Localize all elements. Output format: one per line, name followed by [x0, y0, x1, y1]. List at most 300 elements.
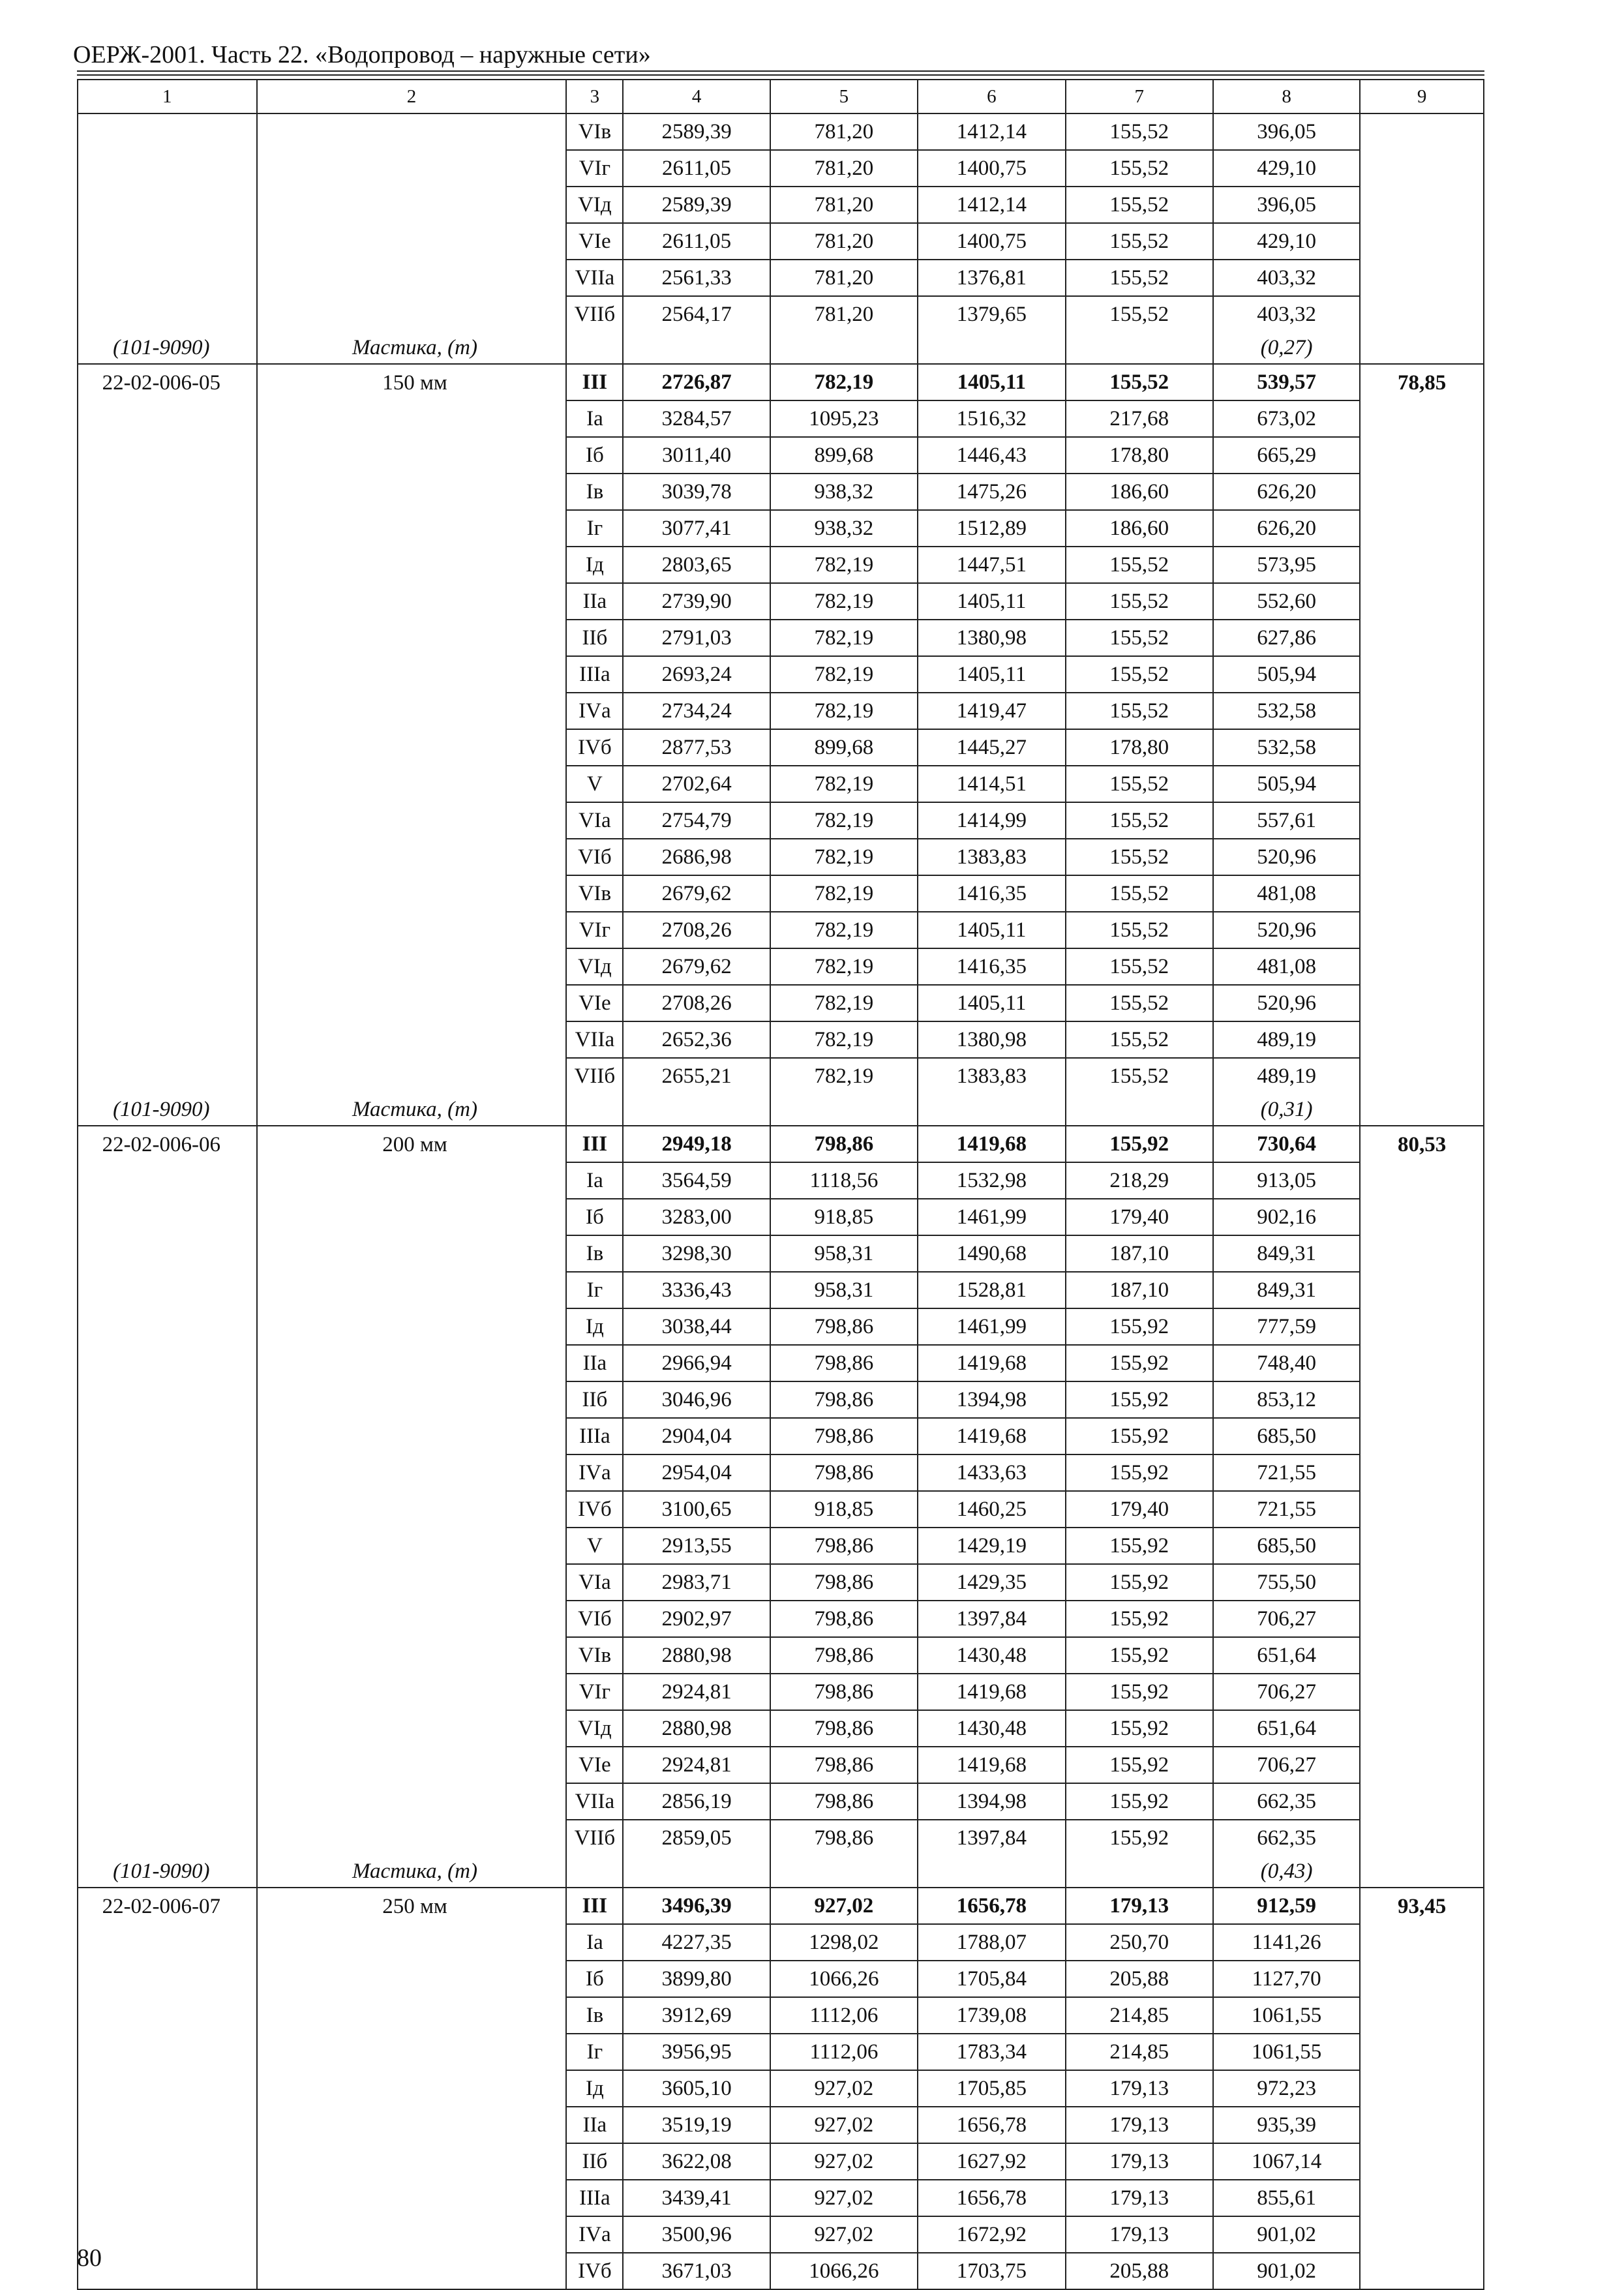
cell-col-5: 927,02 — [770, 1888, 918, 1924]
cell-col-3: IVб — [566, 729, 623, 766]
cell-col-5 — [770, 332, 918, 364]
table-row — [78, 2070, 1484, 2107]
cell-col-2 — [257, 1418, 567, 1454]
cell-col-6: 1446,43 — [918, 437, 1065, 474]
table-row — [78, 948, 1484, 985]
cell-col-4: 3283,00 — [623, 1199, 770, 1235]
cell-col-6: 1405,11 — [918, 656, 1065, 693]
cell-col-3: VIг — [566, 150, 623, 187]
table-row-main — [78, 1888, 1484, 1924]
cell-col-8: 532,58 — [1213, 693, 1360, 729]
cell-col-9 — [1360, 474, 1484, 510]
cell-col-5: 782,19 — [770, 1021, 918, 1058]
cell-col-1 — [78, 1021, 257, 1058]
cell-col-2 — [257, 150, 567, 187]
table-row — [78, 260, 1484, 296]
cell-col-1 — [78, 656, 257, 693]
cell-col-6 — [918, 332, 1065, 364]
cell-col-7: 155,52 — [1066, 766, 1213, 802]
cell-col-1 — [78, 693, 257, 729]
cell-col-2 — [257, 620, 567, 656]
cell-col-8: 1141,26 — [1213, 1924, 1360, 1961]
cell-col-6: 1419,68 — [918, 1126, 1065, 1162]
cell-col-5: 782,19 — [770, 802, 918, 839]
cell-col-4: 2856,19 — [623, 1783, 770, 1820]
cell-col-2 — [257, 1528, 567, 1564]
cell-col-5: 1118,56 — [770, 1162, 918, 1199]
cell-col-1: (101-9090) — [78, 1094, 257, 1126]
cell-col-5: 781,20 — [770, 223, 918, 260]
cell-col-3 — [566, 1856, 623, 1888]
table-row — [78, 400, 1484, 437]
cell-col-2: Мастика, (т) — [257, 1856, 567, 1888]
cell-col-1 — [78, 2180, 257, 2216]
cell-col-8: 901,02 — [1213, 2253, 1360, 2289]
cell-col-6: 1380,98 — [918, 1021, 1065, 1058]
cell-col-1 — [78, 1820, 257, 1856]
cell-col-9 — [1360, 1199, 1484, 1235]
cell-col-5: 798,86 — [770, 1637, 918, 1674]
cell-col-2 — [257, 802, 567, 839]
cell-col-1 — [78, 2107, 257, 2143]
cell-col-4: 3496,39 — [623, 1888, 770, 1924]
cell-col-3: VIIб — [566, 1058, 623, 1094]
cell-col-9 — [1360, 1162, 1484, 1199]
cell-col-9 — [1360, 187, 1484, 223]
cell-col-9 — [1360, 1747, 1484, 1783]
cell-col-6: 1430,48 — [918, 1637, 1065, 1674]
cell-col-1: 22-02-006-05 — [78, 364, 257, 400]
cell-col-7: 155,92 — [1066, 1637, 1213, 1674]
cell-col-1 — [78, 620, 257, 656]
table-row — [78, 1710, 1484, 1747]
cell-col-3 — [566, 332, 623, 364]
cell-col-7: 155,52 — [1066, 839, 1213, 875]
cell-col-9 — [1360, 223, 1484, 260]
cell-col-8: 662,35 — [1213, 1783, 1360, 1820]
cell-col-3: VIв — [566, 875, 623, 912]
cell-col-6: 1739,08 — [918, 1997, 1065, 2034]
cell-col-5 — [770, 1856, 918, 1888]
cell-col-3: IVа — [566, 1454, 623, 1491]
cell-col-7: 155,52 — [1066, 364, 1213, 400]
cell-col-8: 396,05 — [1213, 187, 1360, 223]
cell-col-7: 155,92 — [1066, 1820, 1213, 1856]
cell-col-1 — [78, 2070, 257, 2107]
cell-col-1: (101-9090) — [78, 332, 257, 364]
cell-col-1 — [78, 985, 257, 1021]
cell-col-3: IVб — [566, 1491, 623, 1528]
cell-col-8: 429,10 — [1213, 223, 1360, 260]
table-row — [78, 113, 1484, 150]
cell-col-4: 2679,62 — [623, 875, 770, 912]
cell-col-3: IIIа — [566, 2180, 623, 2216]
cell-col-7: 178,80 — [1066, 437, 1213, 474]
cell-col-9 — [1360, 2034, 1484, 2070]
cell-col-1 — [78, 1637, 257, 1674]
cell-col-4: 2589,39 — [623, 113, 770, 150]
cell-col-5: 798,86 — [770, 1747, 918, 1783]
cell-col-8: 396,05 — [1213, 113, 1360, 150]
cell-col-8: 972,23 — [1213, 2070, 1360, 2107]
cell-col-9 — [1360, 693, 1484, 729]
cell-col-6: 1419,68 — [918, 1747, 1065, 1783]
cell-col-9 — [1360, 2070, 1484, 2107]
cell-col-3: VIе — [566, 985, 623, 1021]
cell-col-4: 3039,78 — [623, 474, 770, 510]
cell-col-4: 2686,98 — [623, 839, 770, 875]
cell-col-6: 1419,68 — [918, 1345, 1065, 1381]
cell-col-3: IIб — [566, 2143, 623, 2180]
cell-col-5: 781,20 — [770, 296, 918, 332]
cell-col-3: IIIа — [566, 1418, 623, 1454]
cell-col-8: 505,94 — [1213, 766, 1360, 802]
table-row — [78, 187, 1484, 223]
cell-col-8: 730,64 — [1213, 1126, 1360, 1162]
table-row-mastic — [78, 1856, 1484, 1888]
table-row — [78, 729, 1484, 766]
cell-col-6: 1419,68 — [918, 1674, 1065, 1710]
cell-col-6: 1429,19 — [918, 1528, 1065, 1564]
cell-col-8: 855,61 — [1213, 2180, 1360, 2216]
cell-col-2: 250 мм — [257, 1888, 567, 1924]
cell-col-2 — [257, 1491, 567, 1528]
cell-col-2 — [257, 547, 567, 583]
cell-col-1 — [78, 1747, 257, 1783]
cell-col-8: 913,05 — [1213, 1162, 1360, 1199]
cell-col-9 — [1360, 1637, 1484, 1674]
cell-col-4: 3605,10 — [623, 2070, 770, 2107]
cell-col-2 — [257, 1747, 567, 1783]
cell-col-1 — [78, 1674, 257, 1710]
cell-col-9 — [1360, 583, 1484, 620]
cell-col-7 — [1066, 332, 1213, 364]
cell-col-1 — [78, 2216, 257, 2253]
column-number: 6 — [918, 80, 1065, 113]
cell-col-3: VIIб — [566, 1820, 623, 1856]
cell-col-6: 1703,75 — [918, 2253, 1065, 2289]
cell-col-3: Iг — [566, 2034, 623, 2070]
cell-col-5: 781,20 — [770, 260, 918, 296]
cell-col-1 — [78, 547, 257, 583]
cell-col-6: 1405,11 — [918, 912, 1065, 948]
cell-col-9 — [1360, 296, 1484, 332]
cell-col-2 — [257, 2216, 567, 2253]
table-row — [78, 839, 1484, 875]
cell-col-2 — [257, 2034, 567, 2070]
cell-col-4: 2924,81 — [623, 1747, 770, 1783]
cell-col-9 — [1360, 620, 1484, 656]
cell-col-4: 2589,39 — [623, 187, 770, 223]
cell-col-6: 1627,92 — [918, 2143, 1065, 2180]
cell-col-8: 1061,55 — [1213, 2034, 1360, 2070]
cell-col-6: 1705,85 — [918, 2070, 1065, 2107]
table-row — [78, 985, 1484, 1021]
cell-col-2 — [257, 2070, 567, 2107]
cell-col-8: 489,19 — [1213, 1021, 1360, 1058]
cell-col-5: 782,19 — [770, 766, 918, 802]
cell-col-9 — [1360, 766, 1484, 802]
cell-col-1 — [78, 875, 257, 912]
cell-col-5: 798,86 — [770, 1345, 918, 1381]
cell-col-3: Iв — [566, 1235, 623, 1272]
cell-col-2 — [257, 1381, 567, 1418]
cell-col-1 — [78, 1272, 257, 1308]
cell-col-8: 853,12 — [1213, 1381, 1360, 1418]
cell-col-4 — [623, 1856, 770, 1888]
table-row — [78, 620, 1484, 656]
cell-col-5: 782,19 — [770, 583, 918, 620]
cell-col-3: Iд — [566, 1308, 623, 1345]
cell-col-9 — [1360, 1021, 1484, 1058]
cell-col-8: 520,96 — [1213, 839, 1360, 875]
cell-col-9 — [1360, 2253, 1484, 2289]
table-row — [78, 1637, 1484, 1674]
cell-col-8: 627,86 — [1213, 620, 1360, 656]
cell-col-3: Iв — [566, 1997, 623, 2034]
cell-col-2 — [257, 1961, 567, 1997]
cell-col-9 — [1360, 1418, 1484, 1454]
cell-col-4: 3500,96 — [623, 2216, 770, 2253]
cell-col-2 — [257, 766, 567, 802]
table-row — [78, 1961, 1484, 1997]
cell-col-6: 1405,11 — [918, 583, 1065, 620]
table-row — [78, 1272, 1484, 1308]
cell-col-5: 1066,26 — [770, 2253, 918, 2289]
cell-col-7: 214,85 — [1066, 1997, 1213, 2034]
cell-col-4: 2708,26 — [623, 985, 770, 1021]
cell-col-3: VIд — [566, 948, 623, 985]
table-row — [78, 1199, 1484, 1235]
cell-col-9 — [1360, 400, 1484, 437]
cell-col-6: 1672,92 — [918, 2216, 1065, 2253]
table-row — [78, 1454, 1484, 1491]
cell-col-6: 1416,35 — [918, 875, 1065, 912]
cell-col-5: 782,19 — [770, 948, 918, 985]
cell-col-8: 626,20 — [1213, 474, 1360, 510]
cell-col-1 — [78, 948, 257, 985]
cell-col-2 — [257, 1058, 567, 1094]
cell-col-8: 651,64 — [1213, 1710, 1360, 1747]
cell-col-7: 155,52 — [1066, 296, 1213, 332]
cell-col-3: IVа — [566, 2216, 623, 2253]
cell-col-2 — [257, 985, 567, 1021]
cell-col-9 — [1360, 1094, 1484, 1126]
cell-col-8: 706,27 — [1213, 1601, 1360, 1637]
cell-col-7: 179,40 — [1066, 1491, 1213, 1528]
cell-col-2 — [257, 474, 567, 510]
cell-col-2 — [257, 693, 567, 729]
cell-col-4: 2949,18 — [623, 1126, 770, 1162]
cell-col-7: 155,92 — [1066, 1674, 1213, 1710]
cell-col-7: 155,52 — [1066, 875, 1213, 912]
cell-col-6: 1397,84 — [918, 1601, 1065, 1637]
cell-col-9 — [1360, 1058, 1484, 1094]
cell-col-8: 755,50 — [1213, 1564, 1360, 1601]
table-row — [78, 474, 1484, 510]
cell-col-8: 552,60 — [1213, 583, 1360, 620]
cell-col-7: 155,92 — [1066, 1528, 1213, 1564]
cell-col-2 — [257, 1637, 567, 1674]
table-row — [78, 2253, 1484, 2289]
cell-col-3: Iг — [566, 510, 623, 547]
cell-col-4: 3519,19 — [623, 2107, 770, 2143]
cell-col-7: 250,70 — [1066, 1924, 1213, 1961]
cell-col-5: 798,86 — [770, 1418, 918, 1454]
table-row — [78, 1381, 1484, 1418]
cell-col-5: 782,19 — [770, 547, 918, 583]
cell-col-7: 155,52 — [1066, 802, 1213, 839]
table-body — [78, 80, 1484, 2289]
table-row — [78, 1924, 1484, 1961]
cell-col-2 — [257, 729, 567, 766]
column-number-row — [78, 80, 1484, 113]
cell-col-9 — [1360, 1820, 1484, 1856]
cell-col-5: 938,32 — [770, 474, 918, 510]
table-row — [78, 547, 1484, 583]
cell-col-5: 781,20 — [770, 113, 918, 150]
cell-col-3: VIв — [566, 113, 623, 150]
cell-col-1 — [78, 912, 257, 948]
cell-col-6: 1405,11 — [918, 364, 1065, 400]
cell-col-5: 798,86 — [770, 1381, 918, 1418]
cell-col-8: 429,10 — [1213, 150, 1360, 187]
cell-col-6: 1419,47 — [918, 693, 1065, 729]
cell-col-1 — [78, 296, 257, 332]
cell-col-4: 4227,35 — [623, 1924, 770, 1961]
table-row — [78, 693, 1484, 729]
cell-col-1 — [78, 1710, 257, 1747]
table-row — [78, 296, 1484, 332]
cell-col-1 — [78, 260, 257, 296]
cell-col-1 — [78, 2143, 257, 2180]
cell-col-3: IIа — [566, 1345, 623, 1381]
cell-col-4: 2655,21 — [623, 1058, 770, 1094]
cell-col-6: 1394,98 — [918, 1783, 1065, 1820]
cell-col-9 — [1360, 985, 1484, 1021]
cell-col-5: 782,19 — [770, 364, 918, 400]
cell-col-2 — [257, 912, 567, 948]
cell-col-2 — [257, 223, 567, 260]
cell-col-4: 3011,40 — [623, 437, 770, 474]
table-row — [78, 1783, 1484, 1820]
cell-col-7: 155,52 — [1066, 583, 1213, 620]
cell-col-9 — [1360, 2180, 1484, 2216]
cell-col-7: 179,13 — [1066, 2143, 1213, 2180]
cell-col-6: 1656,78 — [918, 2107, 1065, 2143]
cell-col-1 — [78, 1235, 257, 1272]
cell-col-7: 155,92 — [1066, 1418, 1213, 1454]
cell-col-3: V — [566, 1528, 623, 1564]
cell-col-4: 3284,57 — [623, 400, 770, 437]
cell-col-2 — [257, 400, 567, 437]
cell-col-1 — [78, 1199, 257, 1235]
cell-col-9 — [1360, 839, 1484, 875]
cell-col-2 — [257, 1021, 567, 1058]
cell-col-7: 155,52 — [1066, 1058, 1213, 1094]
cell-col-7: 155,52 — [1066, 912, 1213, 948]
table-row — [78, 1601, 1484, 1637]
cell-col-2: Мастика, (т) — [257, 1094, 567, 1126]
cell-col-1 — [78, 187, 257, 223]
cell-col-1 — [78, 1381, 257, 1418]
cell-col-5: 781,20 — [770, 187, 918, 223]
cell-col-8: (0,43) — [1213, 1856, 1360, 1888]
cell-col-3: IVа — [566, 693, 623, 729]
cell-col-1 — [78, 1924, 257, 1961]
cell-col-5: 1112,06 — [770, 2034, 918, 2070]
cell-col-4: 3622,08 — [623, 2143, 770, 2180]
cell-col-3: Iа — [566, 400, 623, 437]
cell-col-8: 849,31 — [1213, 1272, 1360, 1308]
cell-col-6: 1380,98 — [918, 620, 1065, 656]
cell-col-8: 673,02 — [1213, 400, 1360, 437]
cell-col-9 — [1360, 1674, 1484, 1710]
cell-col-8: 651,64 — [1213, 1637, 1360, 1674]
page-number: 80 — [77, 2244, 102, 2272]
cell-col-4: 2734,24 — [623, 693, 770, 729]
cell-col-6: 1532,98 — [918, 1162, 1065, 1199]
cell-col-1: (101-9090) — [78, 1856, 257, 1888]
cell-col-6: 1414,99 — [918, 802, 1065, 839]
cell-col-6: 1445,27 — [918, 729, 1065, 766]
cell-col-3: IIб — [566, 620, 623, 656]
cell-col-5: 927,02 — [770, 2216, 918, 2253]
cell-col-6: 1383,83 — [918, 1058, 1065, 1094]
cell-col-2: Мастика, (т) — [257, 332, 567, 364]
cell-col-4: 2983,71 — [623, 1564, 770, 1601]
cell-col-3: Iб — [566, 1961, 623, 1997]
cell-col-1 — [78, 1601, 257, 1637]
cell-col-1: 22-02-006-06 — [78, 1126, 257, 1162]
cell-col-3: III — [566, 1888, 623, 1924]
cell-col-4: 2803,65 — [623, 547, 770, 583]
cell-col-6: 1400,75 — [918, 150, 1065, 187]
cell-col-7: 179,13 — [1066, 2216, 1213, 2253]
table-row — [78, 2180, 1484, 2216]
cell-col-4: 2902,97 — [623, 1601, 770, 1637]
cell-col-5 — [770, 1094, 918, 1126]
cell-col-2 — [257, 839, 567, 875]
cell-col-2 — [257, 1235, 567, 1272]
cell-col-8: 721,55 — [1213, 1454, 1360, 1491]
cell-col-7: 155,92 — [1066, 1564, 1213, 1601]
cell-col-5: 927,02 — [770, 2143, 918, 2180]
table-row — [78, 1418, 1484, 1454]
cell-col-4: 2611,05 — [623, 150, 770, 187]
cell-col-7: 155,52 — [1066, 260, 1213, 296]
cell-col-6: 1656,78 — [918, 2180, 1065, 2216]
cell-col-4: 3439,41 — [623, 2180, 770, 2216]
cell-col-7: 155,92 — [1066, 1345, 1213, 1381]
cell-col-9: 78,85 — [1360, 364, 1484, 400]
cell-col-2 — [257, 113, 567, 150]
cell-col-7: 155,92 — [1066, 1454, 1213, 1491]
cell-col-8: 912,59 — [1213, 1888, 1360, 1924]
cell-col-6: 1394,98 — [918, 1381, 1065, 1418]
cell-col-4: 3298,30 — [623, 1235, 770, 1272]
cell-col-9 — [1360, 1924, 1484, 1961]
cell-col-2 — [257, 1674, 567, 1710]
cell-col-2 — [257, 1924, 567, 1961]
cell-col-3 — [566, 1094, 623, 1126]
cell-col-7 — [1066, 1094, 1213, 1126]
cell-col-3: Iб — [566, 1199, 623, 1235]
table-row — [78, 2216, 1484, 2253]
cell-col-4: 2913,55 — [623, 1528, 770, 1564]
cell-col-5: 938,32 — [770, 510, 918, 547]
cell-col-9 — [1360, 2216, 1484, 2253]
